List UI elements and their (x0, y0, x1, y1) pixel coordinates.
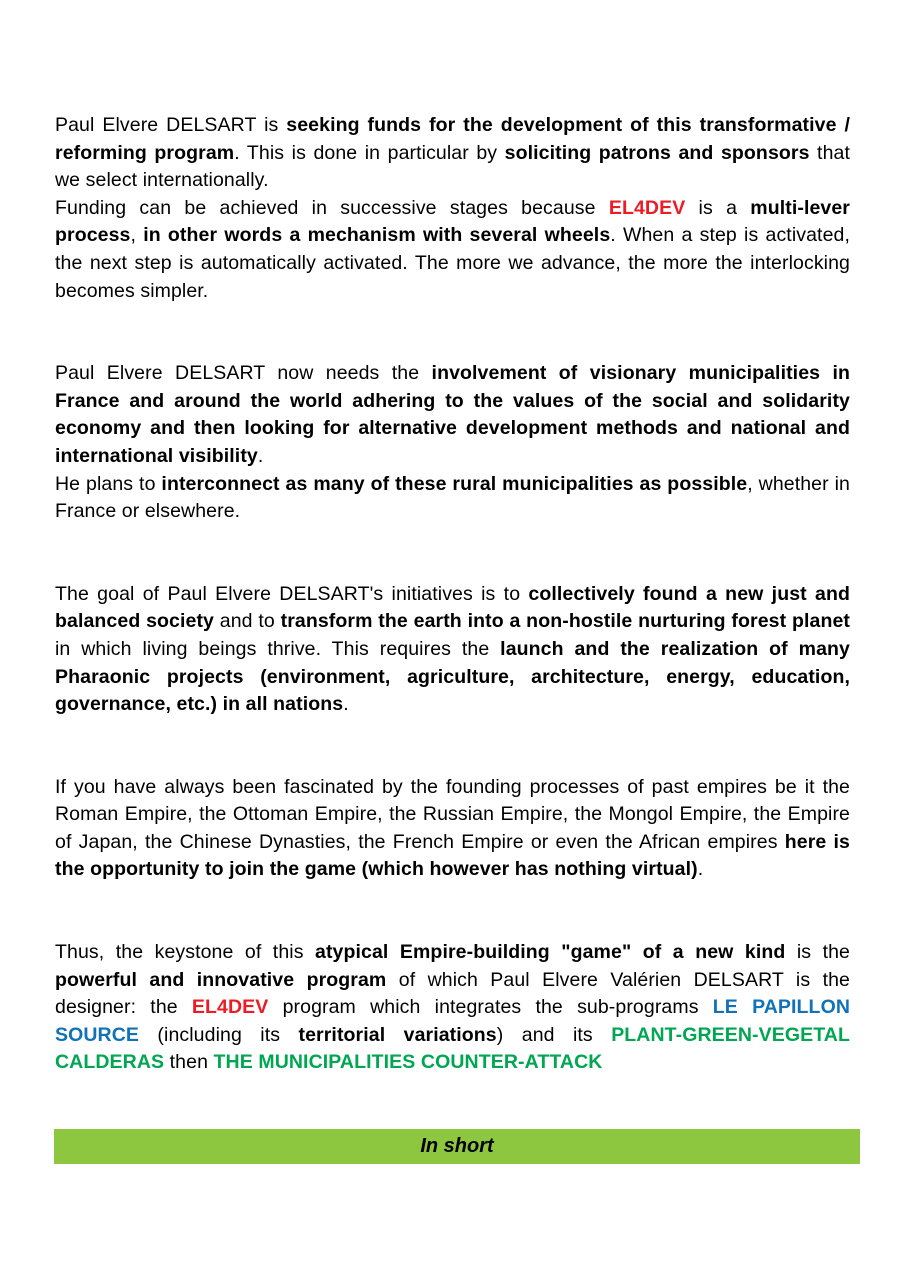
paragraphs (55, 112, 850, 1077)
text-run: is the (785, 941, 850, 964)
text-run: , whether in France or elsewhere. (55, 472, 850, 523)
text-run: program which integrates the sub-programs (268, 996, 713, 1019)
red-highlight-text: EL4DEV (608, 196, 686, 219)
in-short-banner: In short (54, 1129, 860, 1164)
text-run: Funding can be achieved in successive stages because (55, 196, 609, 219)
red-highlight-text: EL4DEV (191, 996, 269, 1019)
text-run: in which living beings thrive. This requires the (55, 637, 501, 660)
text-run: that we select internationally. (55, 141, 850, 192)
text-run: Thus, the keystone of this (55, 941, 316, 964)
text-run: Paul Elvere DELSART is (55, 114, 287, 136)
text-run: . When a step is activated, the next step is automatically activated. The more we advance, the more the interlocking becomes simpler. (55, 224, 850, 302)
text-run: ) and its (496, 1023, 612, 1046)
paragraph (55, 195, 850, 305)
bold-text: atypical Empire-building "game" of a new kind (315, 941, 786, 964)
text-run: . (343, 693, 349, 716)
bold-text: multi-lever process (55, 196, 850, 247)
text-run: Paul Elvere DELSART now needs the (55, 362, 432, 385)
bold-text: collectively found a new just and balanced society (55, 582, 850, 633)
paragraph (55, 360, 850, 470)
text-block (55, 939, 850, 1077)
text-block (55, 774, 850, 884)
text-block (55, 112, 850, 305)
text-run: The goal of Paul Elvere DELSART's initiatives is to (55, 582, 529, 605)
text-run: then (164, 1051, 214, 1074)
text-block (55, 360, 850, 526)
bold-text: territorial variations (298, 1023, 497, 1046)
paragraph (55, 939, 850, 1077)
bold-text: interconnect as many of these rural municipalities as possible (161, 472, 748, 495)
bold-text: launch and the realization of many Pharaonic projects (environment, agriculture, architecture, energy, education, governance, etc.) in all nations (55, 637, 850, 716)
bold-text: transform the earth into a non-hostile nurturing forest planet (280, 610, 851, 633)
text-block (55, 581, 850, 719)
text-run: . (257, 444, 264, 467)
blue-highlight-text: LE PAPILLON SOURCE (55, 996, 851, 1046)
text-run: , (130, 224, 144, 247)
green-highlight-text: THE MUNICIPALITIES COUNTER-ATTACK (213, 1051, 603, 1074)
green-highlight-text: PLANT-GREEN-VEGETAL CALDERAS (55, 1023, 850, 1074)
bold-text: soliciting patrons and sponsors (504, 141, 810, 164)
text-run: He plans to (55, 472, 162, 495)
bold-text: in other words a mechanism with several wheels (143, 224, 611, 247)
bold-text: involvement of visionary municipalities in France and around the world adhering to the values of the social and solidarity economy and then looking for alternative development methods and national and international visibility (55, 362, 850, 467)
text-run: . (697, 858, 704, 881)
paragraph (55, 774, 850, 884)
text-run: (including its (139, 1023, 299, 1046)
text-run: of which Paul Elvere Valérien DELSART is the designer: the (55, 968, 850, 1019)
text-run: is a (685, 196, 751, 219)
paragraph (55, 581, 850, 719)
bold-text: seeking funds for the development of this transformative / reforming program (55, 114, 850, 164)
paragraph (55, 112, 850, 195)
text-run: If you have always been fascinated by the founding processes of past empires be it the Roman Empire, the Ottoman Empire, the Russian Empire, the Mongol Empire, the Empire of Japan, the Chinese Dynasties, the French Empire or even the African empires (55, 775, 850, 853)
bold-text: here is the opportunity to join the game (which however has nothing virtual) (55, 830, 851, 881)
text-run: and to (214, 610, 281, 633)
paragraph (55, 471, 850, 526)
text-run: . This is done in particular by (234, 141, 505, 164)
bold-text: powerful and innovative program (55, 968, 387, 991)
